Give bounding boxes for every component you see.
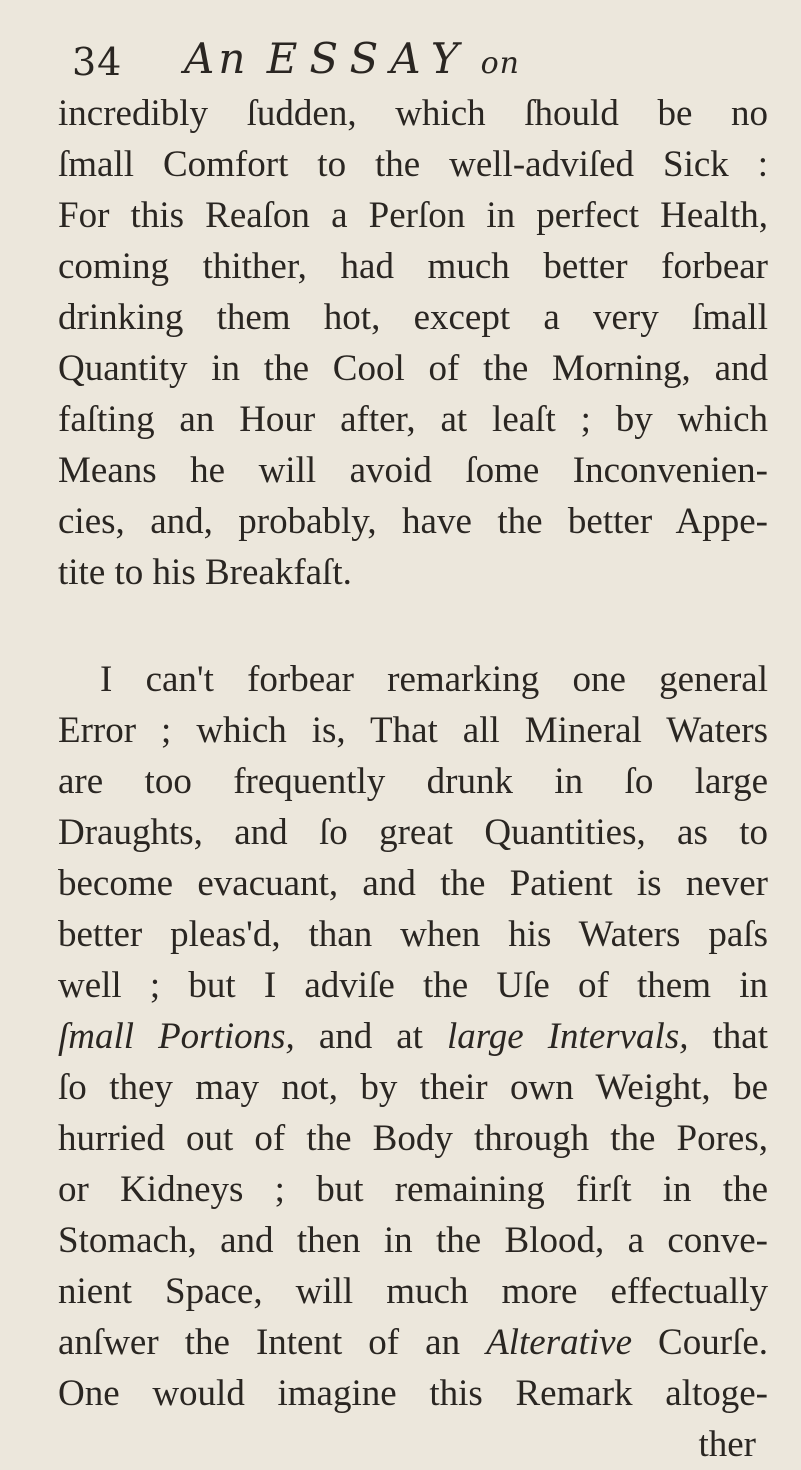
running-title-prefix: An — [184, 34, 250, 83]
italic-phrase: Alterative — [486, 1322, 633, 1363]
text-segment: anſwer the Intent of an — [58, 1322, 487, 1363]
text-line: Stomach, and then in the Blood, a conve- — [58, 1220, 768, 1261]
paragraph-2 — [58, 654, 768, 1470]
text-line: Draughts, and ſo great Quantities, as to — [58, 812, 768, 853]
text-line: or Kidneys ; but remaining firſt in the — [58, 1169, 768, 1210]
body-text — [58, 88, 768, 1470]
text-segment: Courſe. — [632, 1322, 769, 1363]
text-line: cies, and, probably, have the better Appe- — [58, 501, 768, 542]
text-line: I can't forbear remarking one general — [100, 659, 768, 700]
text-line: ſmall Comfort to the well-adviſed Sick : — [58, 144, 768, 185]
italic-phrase: ſmall Portions, — [58, 1016, 295, 1057]
text-line: One would imagine this Remark altoge- — [58, 1373, 768, 1414]
running-title — [184, 34, 520, 83]
text-line: faſting an Hour after, at leaſt ; by which — [58, 399, 768, 440]
text-line: Error ; which is, That all Mineral Waters — [58, 710, 768, 751]
paragraph-gap — [58, 598, 768, 654]
text-line-mixed — [58, 1317, 768, 1368]
text-line: hurried out of the Body through the Pores, — [58, 1118, 768, 1159]
text-line: are too frequently drunk in ſo large — [58, 761, 768, 802]
running-title-main: ESSAY — [266, 34, 471, 83]
text-segment: and at — [294, 1016, 447, 1057]
page-header — [72, 34, 732, 94]
text-line: become evacuant, and the Patient is never — [58, 863, 768, 904]
text-line: nient Space, will much more effectually — [58, 1271, 768, 1312]
text-line: For this Reaſon a Perſon in perfect Health, — [58, 195, 768, 236]
text-line: coming thither, had much better forbear — [58, 246, 768, 287]
text-line: tite to his Breakfaſt. — [58, 552, 352, 593]
text-line: incredibly ſudden, which ſhould be no — [58, 93, 768, 134]
paragraph-1 — [58, 88, 768, 598]
italic-phrase: large Intervals, — [446, 1016, 689, 1057]
text-segment: that — [688, 1016, 768, 1057]
text-line: better pleas'd, than when his Waters paſs — [58, 914, 768, 955]
text-line: Quantity in the Cool of the Morning, and — [58, 348, 768, 389]
text-line: Means he will avoid ſome Inconvenien- — [58, 450, 768, 491]
running-title-suffix: on — [480, 46, 520, 81]
text-line-mixed — [58, 1011, 768, 1062]
text-line: drinking them hot, except a very ſmall — [58, 297, 768, 338]
page-number: 34 — [72, 40, 123, 84]
catchword: ther — [698, 1424, 756, 1465]
text-line: well ; but I adviſe the Uſe of them in — [58, 965, 768, 1006]
text-line: ſo they may not, by their own Weight, be — [58, 1067, 768, 1108]
